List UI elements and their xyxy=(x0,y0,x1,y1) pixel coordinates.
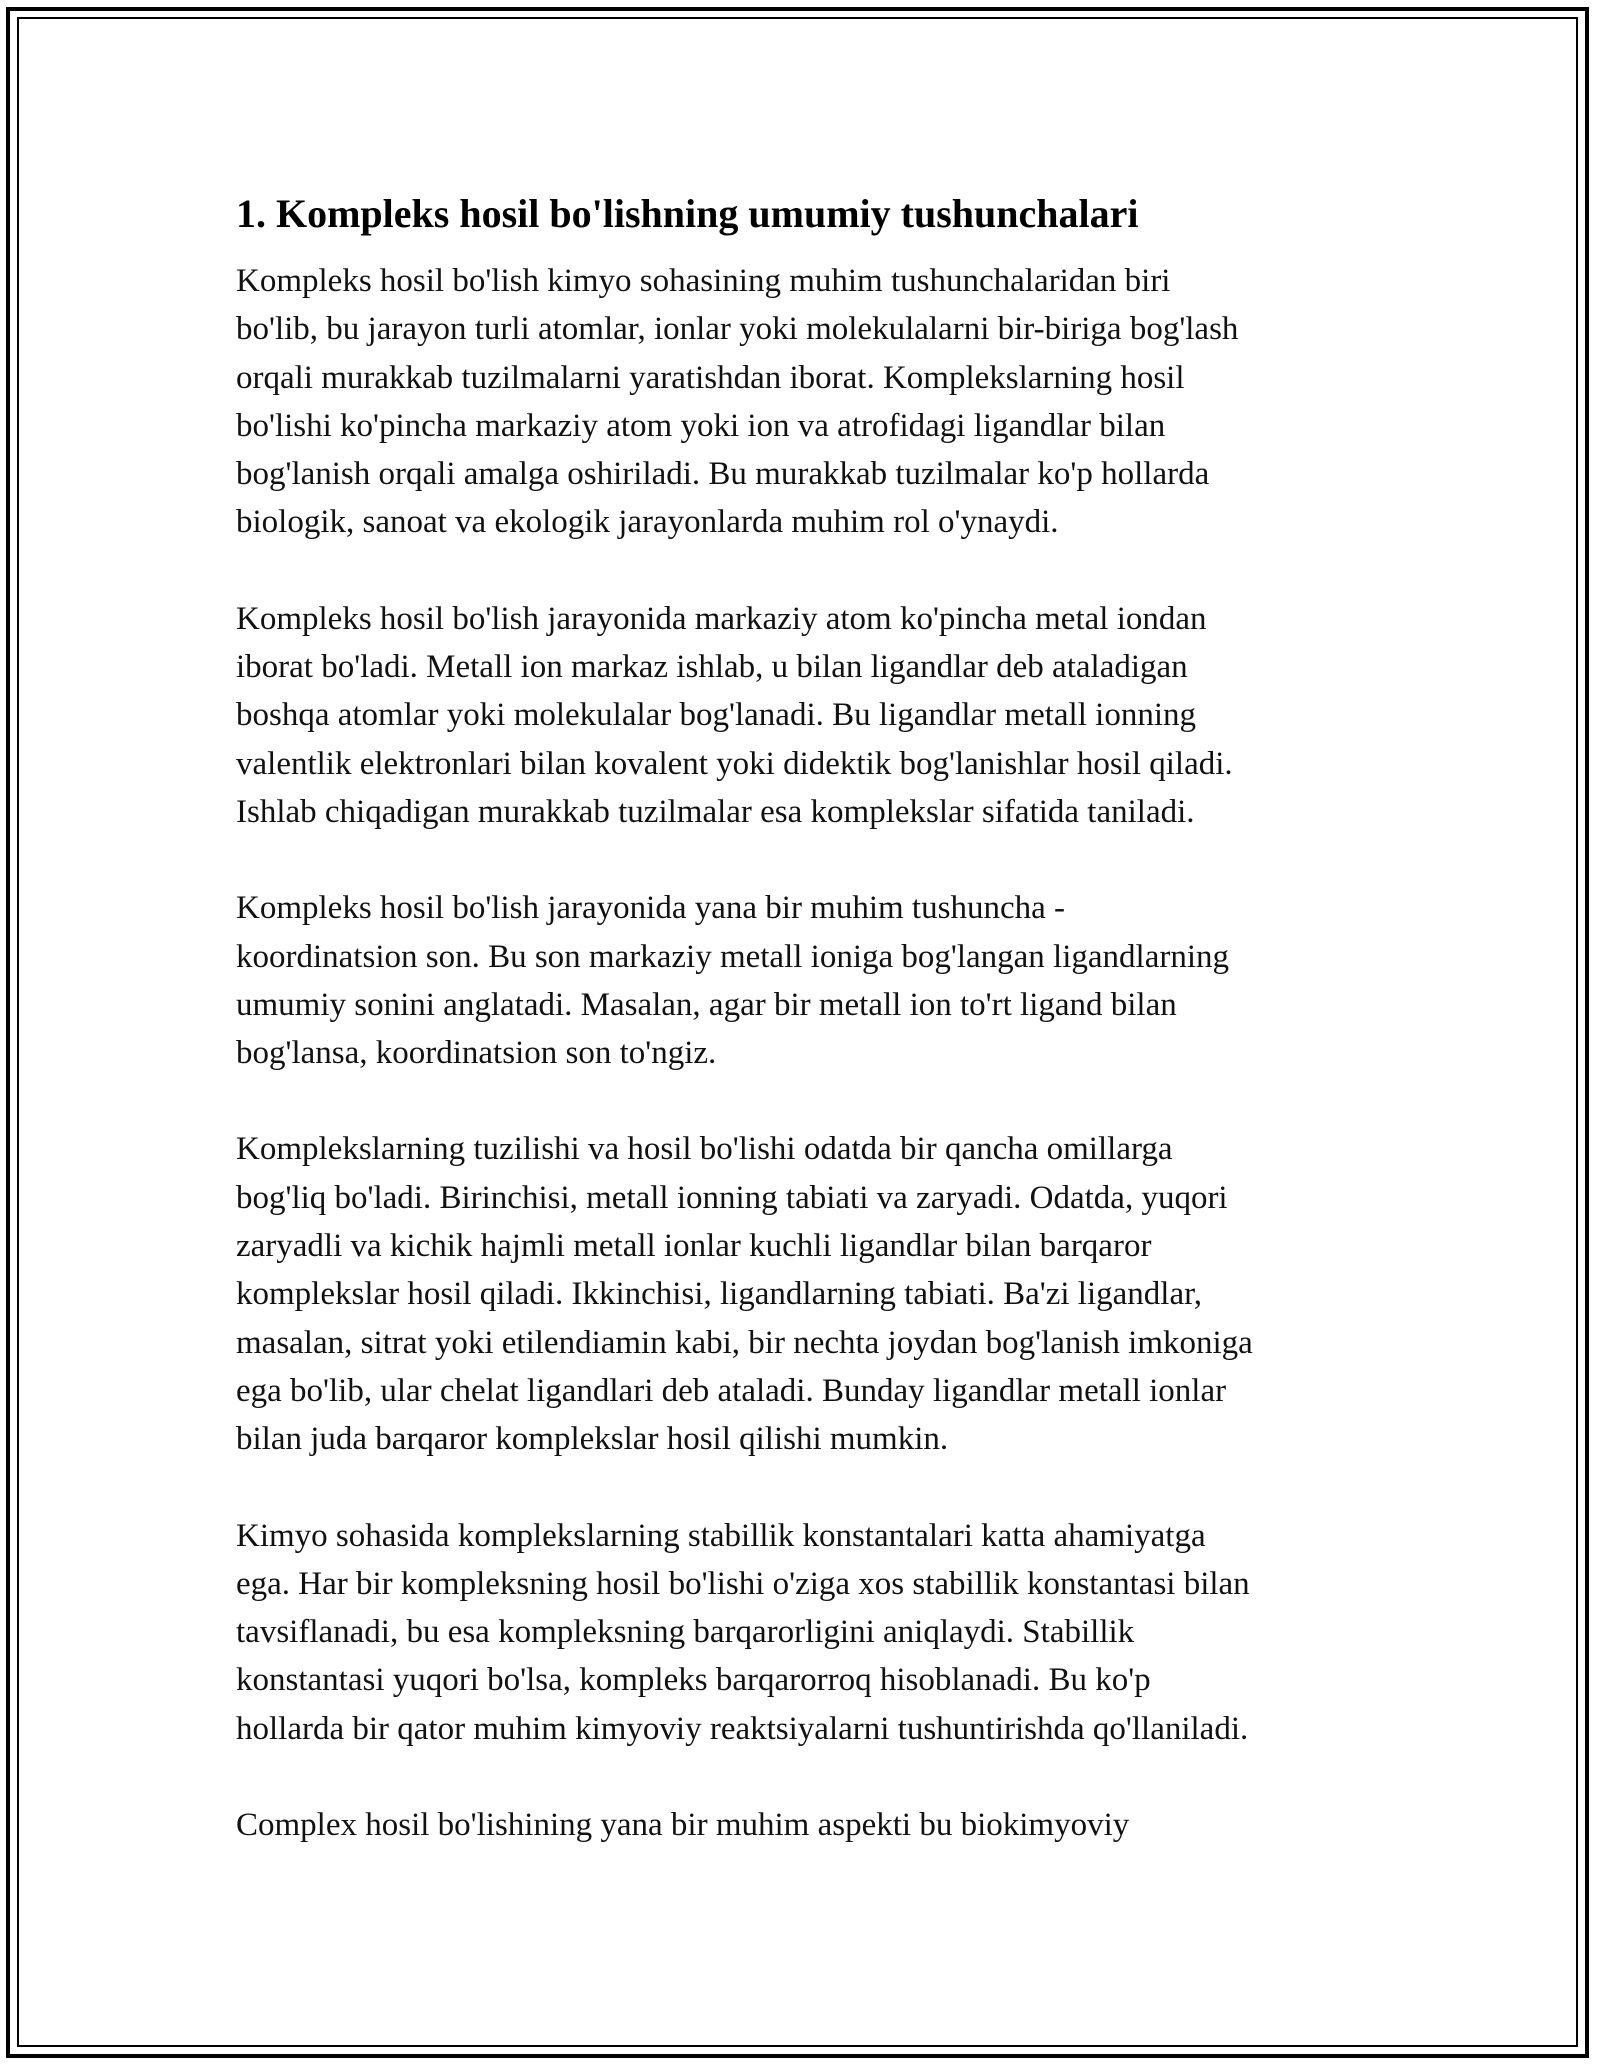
text-line: masalan, sitrat yoki etilendiamin kabi, bir nechta joydan bog'lanish imkoniga xyxy=(236,1324,1253,1361)
paragraph xyxy=(236,257,1386,547)
text-line: Kompleks hosil bo'lish jarayonida markaziy atom ko'pincha metal iondan xyxy=(236,600,1207,637)
text-line: Kompleks hosil bo'lish jarayonida yana bir muhim tushuncha - xyxy=(236,890,1065,927)
paragraph-list xyxy=(236,257,1386,1849)
text-line: boshqa atomlar yoki molekulalar bog'lanadi. Bu ligandlar metall ionning xyxy=(236,697,1196,734)
text-line: bog'lansa, koordinatsion son to'ngiz. xyxy=(236,1035,717,1072)
document-body xyxy=(236,188,1386,1897)
text-line: bilan juda barqaror komplekslar hosil qilishi mumkin. xyxy=(236,1421,949,1458)
text-line: biologik, sanoat va ekologik jarayonlarda muhim rol o'ynaydi. xyxy=(236,504,1059,541)
text-line: Kompleks hosil bo'lish kimyo sohasining muhim tushunchalaridan biri xyxy=(236,263,1171,299)
section-heading: 1. Kompleks hosil bo'lishning umumiy tushunchalari xyxy=(236,191,1139,236)
text-line: Ishlab chiqadigan murakkab tuzilmalar esa komplekslar sifatida taniladi. xyxy=(236,793,1195,830)
paragraph xyxy=(236,1125,1386,1463)
text-line: umumiy sonini anglatadi. Masalan, agar bir metall ion to'rt ligand bilan xyxy=(236,986,1177,1023)
text-line: Complex hosil bo'lishining yana bir muhim aspekti bu biokimyoviy xyxy=(236,1807,1130,1844)
text-line: komplekslar hosil qiladi. Ikkinchisi, ligandlarning tabiati. Ba'zi ligandlar, xyxy=(236,1276,1203,1313)
paragraph xyxy=(236,595,1386,836)
text-line: orqali murakkab tuzilmalarni yaratishdan iborat. Komplekslarning hosil xyxy=(236,359,1185,396)
paragraph xyxy=(236,1512,1386,1753)
text-line: valentlik elektronlari bilan kovalent yoki didektik bog'lanishlar hosil qiladi. xyxy=(236,745,1233,782)
text-line: konstantasi yuqori bo'lsa, kompleks barqarorroq hisoblanadi. Bu ko'p xyxy=(236,1662,1151,1699)
text-line: bo'lishi ko'pincha markaziy atom yoki ion va atrofidagi ligandlar bilan xyxy=(236,407,1166,444)
text-line: ega. Har bir kompleksning hosil bo'lishi o'ziga xos stabillik konstantasi bilan xyxy=(236,1565,1250,1602)
text-line: zaryadli va kichik hajmli metall ionlar kuchli ligandlar bilan barqaror xyxy=(236,1228,1152,1265)
text-line: Komplekslarning tuzilishi va hosil bo'lishi odatda bir qancha omillarga xyxy=(236,1131,1173,1168)
text-line: iborat bo'ladi. Metall ion markaz ishlab, u bilan ligandlar deb ataladigan xyxy=(236,649,1188,686)
text-line: hollarda bir qator muhim kimyoviy reaktsiyalarni tushuntirishda qo'llaniladi. xyxy=(236,1710,1249,1747)
text-line: Kimyo sohasida komplekslarning stabillik konstantalari katta ahamiyatga xyxy=(236,1517,1206,1554)
text-line: bo'lib, bu jarayon turli atomlar, ionlar yoki molekulalarni bir-biriga bog'lash xyxy=(236,311,1239,348)
text-line: bog'lanish orqali amalga oshiriladi. Bu murakkab tuzilmalar ko'p hollarda xyxy=(236,456,1210,493)
text-line: tavsiflanadi, bu esa kompleksning barqarorligini aniqlaydi. Stabillik xyxy=(236,1614,1135,1651)
paragraph xyxy=(236,884,1386,1077)
text-line: ega bo'lib, ular chelat ligandlari deb ataladi. Bunday ligandlar metall ionlar xyxy=(236,1372,1227,1409)
text-line: koordinatsion son. Bu son markaziy metall ioniga bog'langan ligandlarning xyxy=(236,938,1230,975)
paragraph xyxy=(236,1801,1386,1849)
text-line: bog'liq bo'ladi. Birinchisi, metall ionning tabiati va zaryadi. Odatda, yuqori xyxy=(236,1179,1228,1216)
